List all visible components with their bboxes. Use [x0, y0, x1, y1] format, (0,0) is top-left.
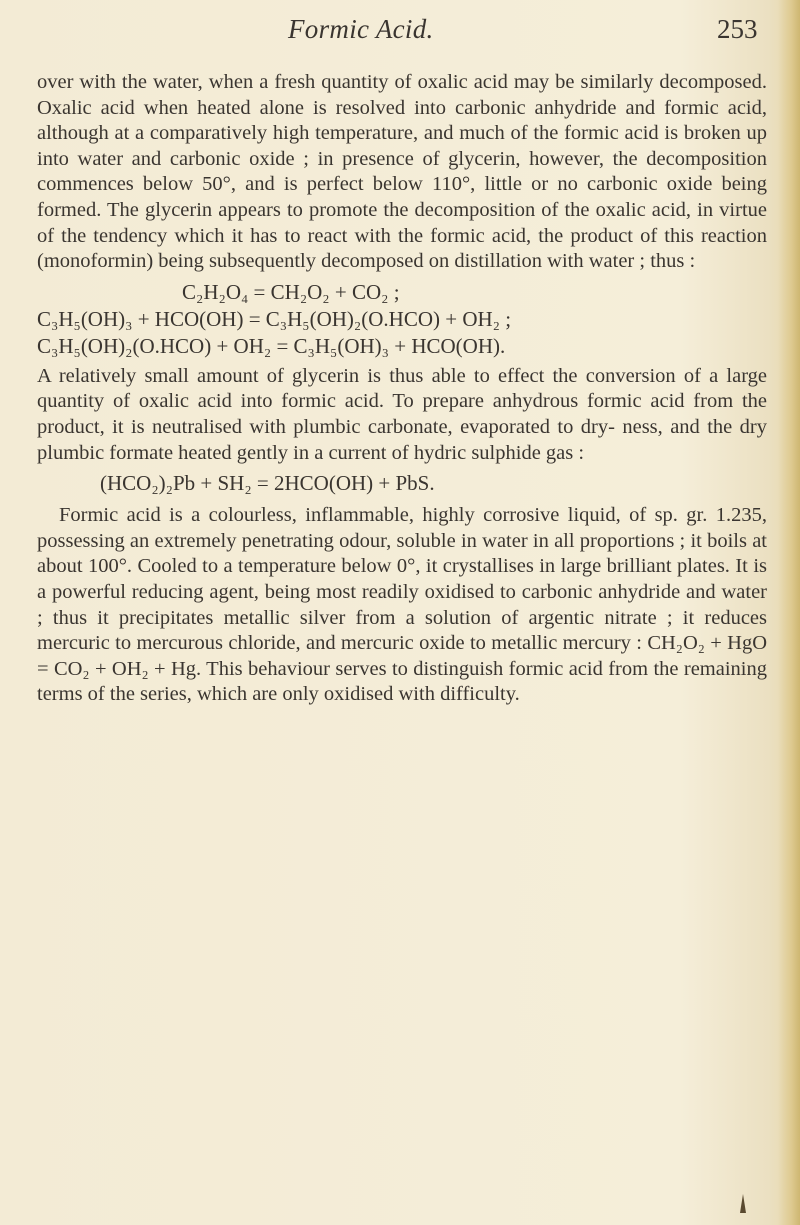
equation-2: C₃H₅(OH)₃ + HCO(OH) = C₃H₅(OH)₂(O.HCO) + OH₂ ;	[37, 306, 512, 331]
page-body	[37, 70, 767, 708]
page-header	[0, 14, 800, 54]
signature-mark-icon	[739, 1192, 747, 1214]
equation-4: (HCO₂)₂Pb + SH₂ = 2HCO(OH) + PbS.	[100, 471, 435, 496]
running-title: Formic Acid.	[288, 14, 434, 44]
paragraph-3: Formic acid is a colourless, inflammable, highly corrosive liquid, of sp. gr. 1.235, possessing an extremely penetrating odour, soluble in water in all proportions ; it boils at about 100°. Cooled to a temperature below 0°, it crystallises in large brilliant plates. It is a powerful reducing agent, being most readily oxidised to carbonic anhydride and water ; thus it precipitates metallic silver from a solution of argentic nitrate ; it reduces mercuric to mercurous chloride, and mercuric oxide to metallic mercury : CH₂O₂ + HgO = CO₂ + OH₂ + Hg. This behaviour serves to distinguish formic acid from the remaining terms of the series, which are only oxidised with difficulty.	[37, 504, 767, 706]
equation-3: C₃H₅(OH)₂(O.HCO) + OH₂ = C₃H₅(OH)₃ + HCO(OH).	[37, 333, 506, 358]
equation-1: C₂H₂O₄ = CH₂O₂ + CO₂ ;	[182, 279, 400, 304]
paragraph-1: over with the water, when a fresh quantity of oxalic acid may be similarly decomposed. Oxalic acid when heated alone is resolved into carbonic anhydride and formic acid, although at a comparatively high temperature, and much of the formic acid is broken up into water and carbonic oxide ; in presence of glycerin, however, the decomposition commences below 50°, and is perfect below 110°, little or no carbonic oxide being formed. The glycerin appears to promote the decomposition of the oxalic acid, in virtue of the tendency which it has to react with the formic acid, the product of this reaction (monoformin) being subsequently decomposed on distillation with water ; thus :	[37, 71, 767, 273]
page-number: 253	[717, 14, 758, 44]
page-edge-shading	[778, 0, 800, 1225]
paragraph-2: A relatively small amount of glycerin is thus able to effect the conversion of a large quantity of oxalic acid into formic acid. To prepare anhydrous formic acid from the product, it is neutralised with plumbic carbonate, evaporated to dry- ness, and the dry plumbic formate heated gently in a current of hydric sulphide gas :	[37, 364, 767, 464]
